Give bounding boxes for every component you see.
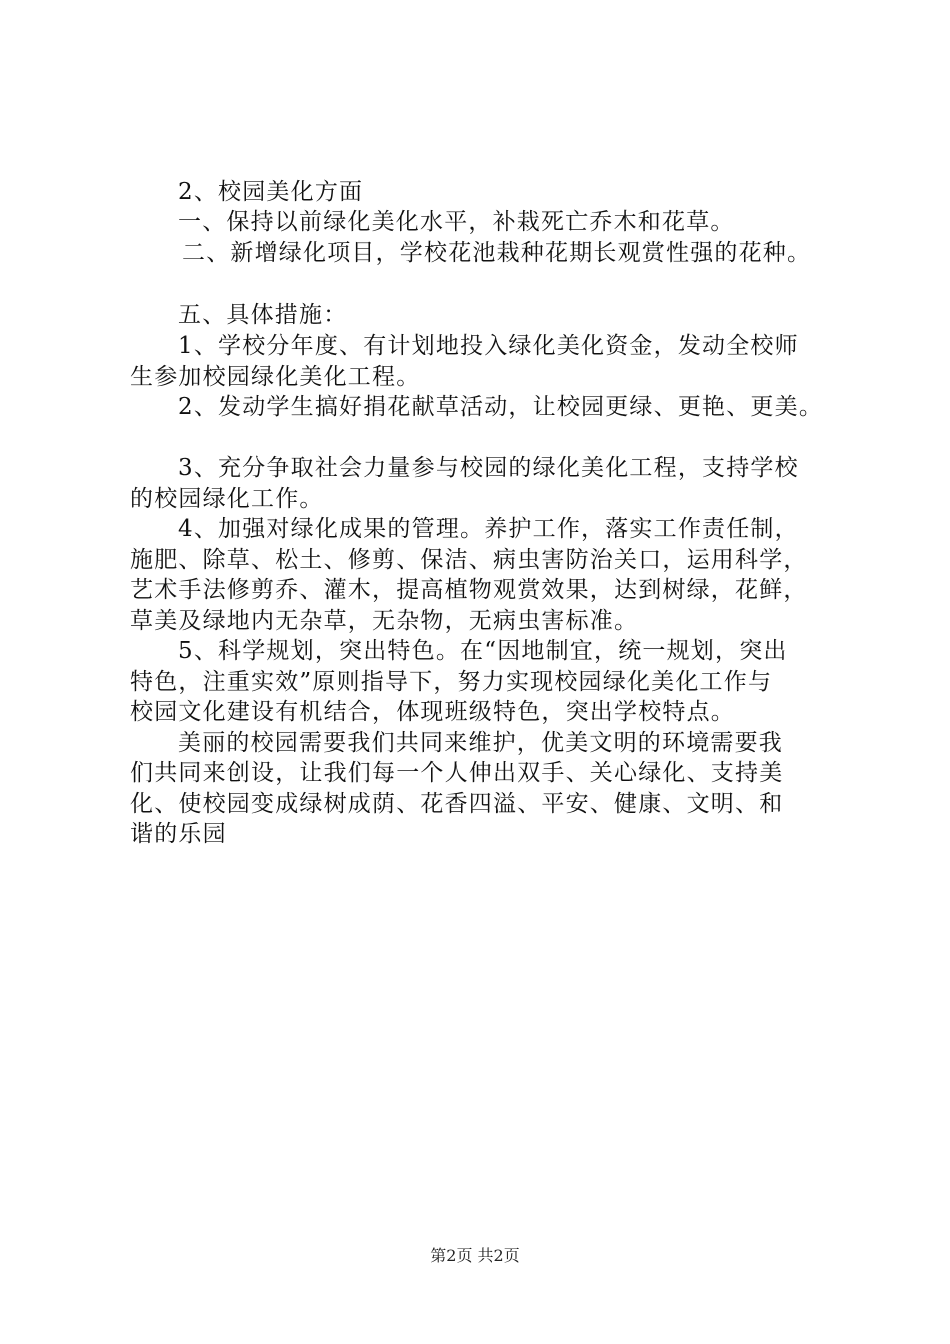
paragraph-line: 谐的乐园	[130, 821, 227, 847]
page-number-footer: 第2页 共2页	[430, 1246, 520, 1265]
paragraph-line: 校园文化建设有机结合，体现班级特色，突出学校特点。	[130, 699, 735, 725]
paragraph-line: 2、发动学生搞好捐花献草活动，让校园更绿、更艳、更美。	[178, 394, 824, 420]
paragraph-line: 5、科学规划，突出特色。在“因地制宜，统一规划，突出	[178, 638, 788, 664]
paragraph-line: 特色，注重实效”原则指导下，努力实现校园绿化美化工作与	[130, 669, 773, 695]
paragraph-line: 3、充分争取社会力量参与校园的绿化美化工程，支持学校	[178, 455, 799, 481]
paragraph-line: 艺术手法修剪乔、灌木，提高植物观赏效果，达到树绿，花鲜，	[130, 577, 808, 603]
section-heading-measures: 五、具体措施：	[178, 302, 348, 328]
paragraph-line: 二、新增绿化项目，学校花池栽种花期长观赏性强的花种。	[182, 240, 812, 266]
paragraph-line: 美丽的校园需要我们共同来维护，优美文明的环境需要我	[178, 730, 783, 756]
paragraph-line: 的校园绿化工作。	[130, 486, 324, 512]
paragraph-line: 生参加校园绿化美化工程。	[130, 364, 421, 390]
paragraph-line: 施肥、除草、松土、修剪、保洁、病虫害防治关口，运用科学，	[130, 547, 808, 573]
paragraph-line: 1、学校分年度、有计划地投入绿化美化资金，发动全校师	[178, 333, 799, 359]
paragraph-line: 4、加强对绿化成果的管理。养护工作，落实工作责任制，	[178, 516, 799, 542]
section-heading-campus-beautification: 2、校园美化方面	[178, 179, 364, 205]
paragraph-line: 草美及绿地内无杂草，无杂物，无病虫害标准。	[130, 608, 639, 634]
paragraph-line: 化、使校园变成绿树成荫、花香四溢、平安、健康、文明、和	[130, 791, 784, 817]
paragraph-line: 一、保持以前绿化美化水平，补栽死亡乔木和花草。	[178, 209, 735, 235]
paragraph-line: 们共同来创设，让我们每一个人伸出双手、关心绿化、支持美	[130, 760, 784, 786]
